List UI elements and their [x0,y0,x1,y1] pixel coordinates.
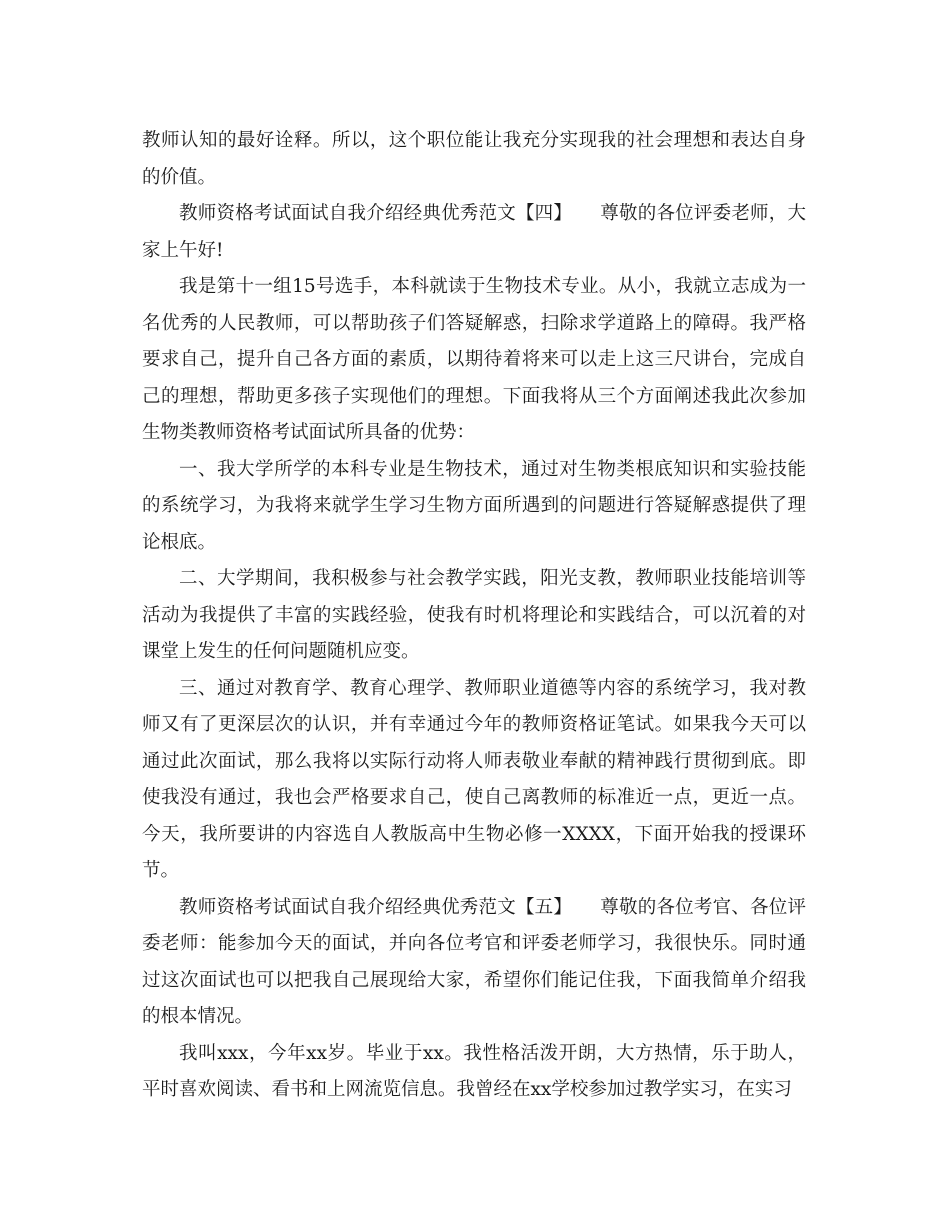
paragraph-advantage-two: 二、大学期间，我积极参与社会教学实践，阳光支教，教师职业技能培训等活动为我提供了丰富的实践经验，使我有时机将理论和实践结合，可以沉着的对课堂上发生的任何问题随机应变。 [142,568,806,662]
paragraph-sample-five-heading: 教师资格考试面试自我介绍经典优秀范文【五】 尊敬的各位考官、各位评委老师：能参加今天的面试，并向各位考官和评委老师学习，我很快乐。同时通过这次面试也可以把我自己展现给大家，希望你们能记住我，下面我简单介绍我的根本情况。 [142,896,806,1027]
paragraph-self-introduction: 我是第十一组15号选手，本科就读于生物技术专业。从小，我就立志成为一名优秀的人民教师，可以帮助孩子们答疑解惑，扫除求学道路上的障碍。我严格要求自己，提升自己各方面的素质，以期待着将来可以走上这三尺讲台，完成自己的理想，帮助更多孩子实现他们的理想。下面我将从三个方面阐述我此次参加生物类教师资格考试面试所具备的优势： [142,276,806,443]
document-body [142,123,806,1109]
paragraph-advantage-one: 一、我大学所学的本科专业是生物技术，通过对生物类根底知识和实验技能的系统学习，为我将来就学生学习生物方面所遇到的问题进行答疑解惑提供了理论根底。 [142,458,806,553]
paragraph-personal-info: 我叫xxx，今年xx岁。毕业于xx。我性格活泼开朗，大方热情，乐于助人，平时喜欢阅读、看书和上网流览信息。我曾经在xx学校参加过教学实习，在实习 [142,1042,806,1100]
paragraph-sample-four-heading: 教师资格考试面试自我介绍经典优秀范文【四】 尊敬的各位评委老师，大家上午好! [142,203,806,261]
paragraph-continuation: 教师认知的最好诠释。所以，这个职位能让我充分实现我的社会理想和表达自身的价值。 [142,130,806,188]
paragraph-advantage-three: 三、通过对教育学、教育心理学、教师职业道德等内容的系统学习，我对教师又有了更深层次的认识，并有幸通过今年的教师资格证笔试。如果我今天可以通过此次面试，那么我将以实际行动将人师表敬业奉献的精神践行贯彻到底。即使我没有通过，我也会严格要求自己，使自己离教师的标准近一点，更近一点。今天，我所要讲的内容选自人教版高中生物必修一XXXX，下面开始我的授课环节。 [142,677,806,881]
